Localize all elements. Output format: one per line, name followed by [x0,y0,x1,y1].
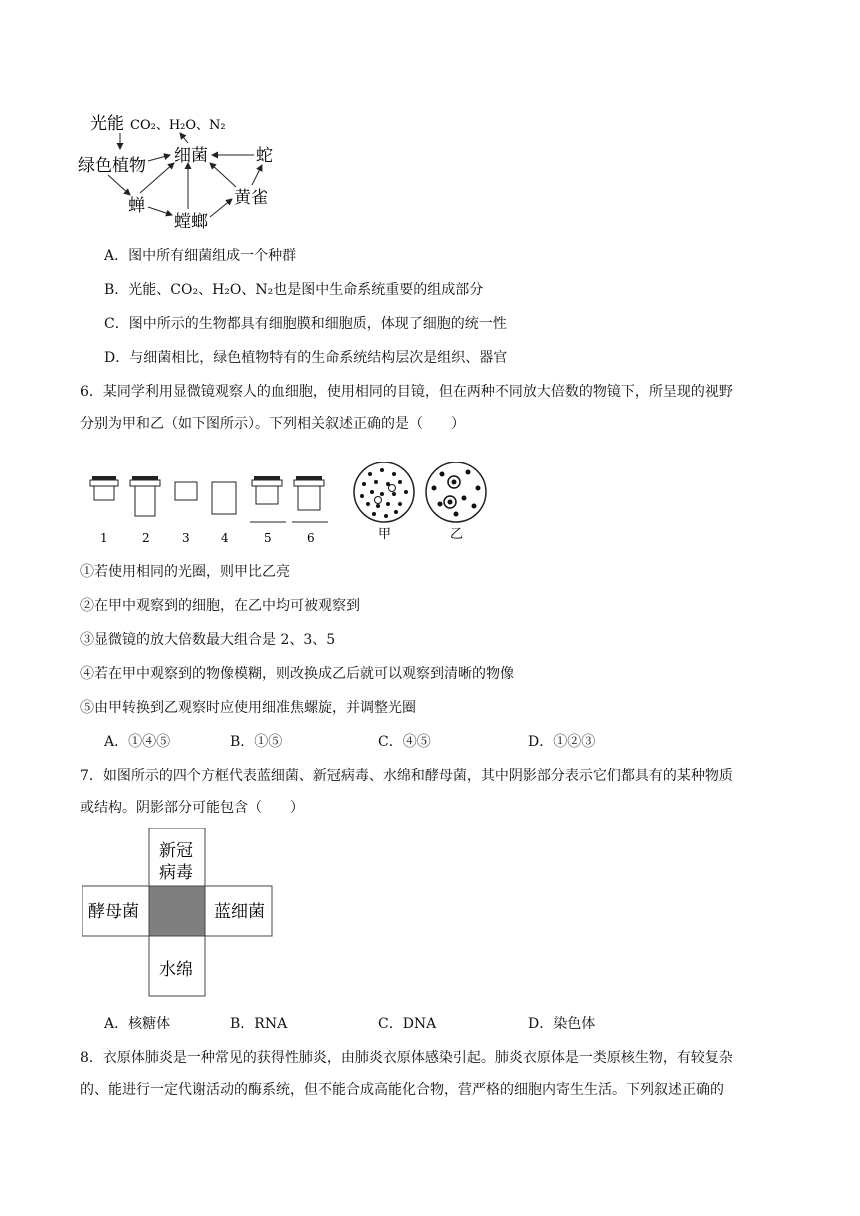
q6-statement-1: ①若使用相同的光圈，则甲比乙亮 [80,564,290,580]
cicada-label: 蝉 [128,196,145,216]
q7-option-c: C．DNA [378,1016,437,1032]
lens-label-2: 2 [142,531,150,545]
arrow-mantis-to-oriole [210,199,232,217]
q8-line2: 的、能进行一定代谢活动的酶系统，但不能合成高能化合物，营严格的细胞内寄生生活。下列叙述正确的 [80,1082,724,1098]
arrow-oriole-to-snake [252,165,262,185]
arrow-oriole-to-bacteria [210,163,236,187]
microscope-svg [82,462,512,548]
q6-statement-5: ⑤由甲转换到乙观察时应使用细准焦螺旋，并调整光圈 [80,700,416,716]
q5-option-c: C．图中所示的生物都具有细胞膜和细胞质，体现了细胞的统一性 [104,316,507,332]
lens-2-icon [130,476,160,516]
arrow-plant-to-bacteria [148,155,170,161]
box-top-line1: 新冠 [159,841,193,861]
q7-option-d: D．染色体 [528,1016,596,1032]
oriole-label: 黄雀 [234,188,268,208]
cross-box-svg [82,828,277,1000]
lens-3-icon [175,482,197,500]
field-yi [426,462,486,522]
food-web-diagram [70,105,310,235]
q8-line1: 8．衣原体肺炎是一种常见的获得性肺炎，由肺炎衣原体感染引起。肺炎衣原体是一类原核生物，有较复杂 [80,1050,733,1066]
lens-label-4: 4 [221,531,229,545]
q5-option-a: A．图中所有细菌组成一个种群 [104,248,297,264]
arrow-plant-to-cicada [108,175,130,195]
q7-option-b: B．RNA [230,1016,288,1032]
cross-box-diagram [82,828,277,1000]
lens-label-3: 3 [182,531,190,545]
mantis-label: 螳螂 [174,212,208,232]
box-left-label: 酵母菌 [88,902,139,922]
q5-option-d: D．与细菌相比，绿色植物特有的生命系统结构层次是组织、器官 [104,350,508,366]
q6-option-c: C．④⑤ [378,734,431,750]
q5-option-b: B．光能、CO₂、H₂O、N₂也是图中生命系统重要的组成部分 [104,282,484,298]
field-label-jia: 甲 [378,527,392,542]
q6-option-a: A．①④⑤ [104,734,171,750]
lens-4-icon [212,482,236,514]
lens-6-icon [292,476,328,522]
box-top-line2: 病毒 [159,863,193,883]
snake-label: 蛇 [256,146,273,166]
q6-option-b: B．①⑤ [230,734,283,750]
field-label-yi: 乙 [450,527,464,542]
inorganic-label: CO₂、H₂O、N₂ [130,118,226,133]
lens-label-5: 5 [264,531,272,545]
box-bottom-label: 水绵 [159,960,193,980]
bacteria-label: 细菌 [174,146,208,166]
field-jia [354,462,414,522]
lens-label-6: 6 [307,531,315,545]
q6-stem-line1: 6．某同学利用显微镜观察人的血细胞，使用相同的目镜，但在两种不同放大倍数的物镜下，所呈现的视野 [80,384,733,400]
arrow-bacteria-to-inorganic [180,133,188,143]
lens-label-1: 1 [100,531,108,545]
q6-statement-4: ④若在甲中观察到的物像模糊，则改换成乙后就可以观察到清晰的物像 [80,666,514,682]
microscope-figure [82,462,512,548]
q6-option-d: D．①②③ [528,734,596,750]
food-web-svg [70,105,310,235]
arrow-cicada-to-mantis [148,207,172,215]
q6-statement-2: ②在甲中观察到的细胞，在乙中均可被观察到 [80,598,360,614]
q6-statement-3: ③显微镜的放大倍数最大组合是 2、3、5 [80,632,336,648]
q7-option-a: A．核糖体 [104,1016,171,1032]
lens-1-icon [90,476,118,500]
q6-stem-line2: 分别为甲和乙（如下图所示）。下列相关叙述正确的是（ ） [80,416,465,432]
lens-5-icon [250,476,286,522]
green-plant-label: 绿色植物 [78,156,146,176]
shaded-center [149,886,205,936]
box-right-label: 蓝细菌 [214,902,265,922]
light-label: 光能 [90,114,124,134]
q7-stem-line2: 或结构。阴影部分可能包含（ ） [80,800,304,816]
q7-stem-line1: 7．如图所示的四个方框代表蓝细菌、新冠病毒、水绵和酵母菌，其中阴影部分表示它们都具有的某种物质 [80,768,733,784]
